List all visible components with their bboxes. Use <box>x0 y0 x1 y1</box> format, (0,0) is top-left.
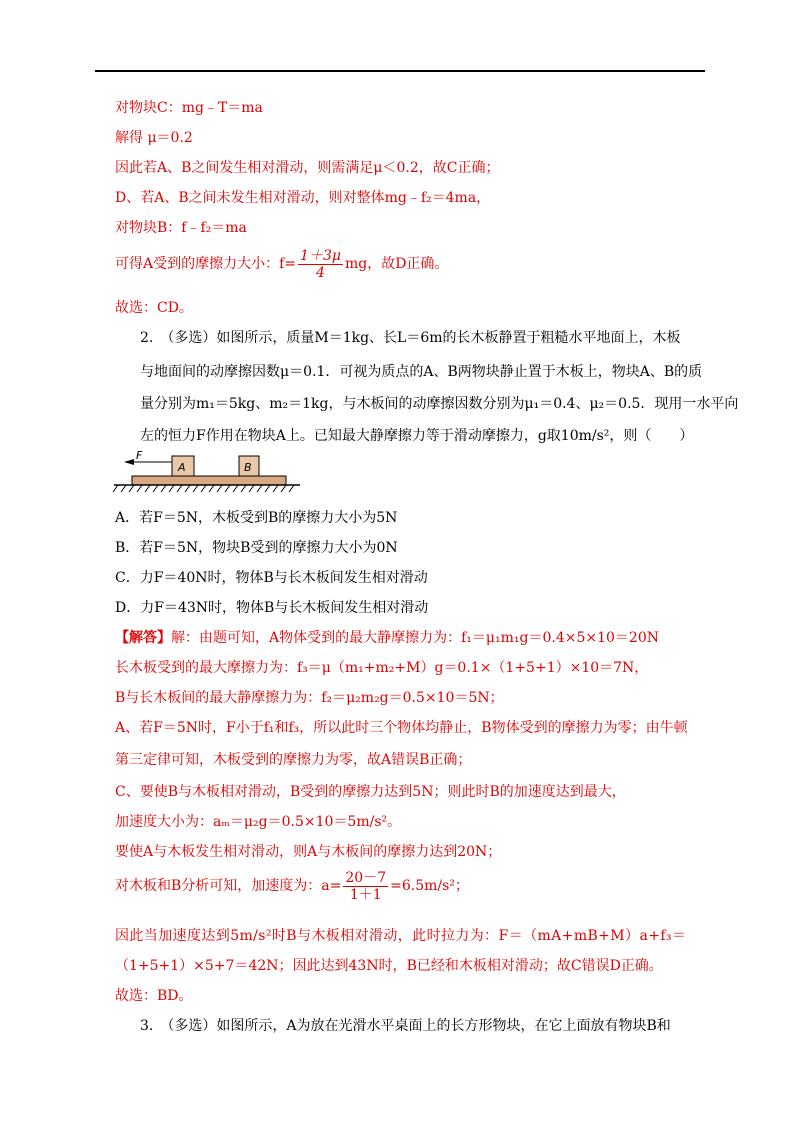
q2-line-1: 2. （多选）如图所示，质量M＝1kg、长L＝6m的长木板静置于粗糙水平地面上，木板 <box>140 330 681 346</box>
prev-line-1: 对物块C：mg﹣T＝ma <box>115 100 263 116</box>
ground-hatch <box>113 485 294 492</box>
sol-line-6: C、要使B与木板相对滑动，B受到的摩擦力达到5N；则此时B的加速度达到最大， <box>115 784 626 800</box>
sol-line-9: 对木板和B分析可知，加速度为：a= $\frac{20-7}{1+1}$ =6.5m/s²； <box>115 869 469 903</box>
q2-figure <box>112 450 302 498</box>
sol-line-10: 因此当加速度达到5m/s²时B与木板相对滑动，此时拉力为：F＝（mA+mB+M）a+f₃＝ <box>115 928 687 944</box>
fraction-acceleration: $\frac{20-7}{1+1}$ <box>345 869 387 903</box>
sol-line-11: （1+5+1）×5+7＝42N；因此达到43N时，B已经和木板相对滑动；故C错误D正确。 <box>115 958 663 974</box>
prev-line-6: 可得A受到的摩擦力大小：f= $\frac{1+3\mu}{4}$ mg，故D正确。 <box>115 247 449 281</box>
prev-line-4: D、若A、B之间未发生相对滑动，则对整体mg﹣f₂＝4ma， <box>115 190 491 206</box>
block-b-label: B <box>244 461 252 474</box>
sol-line-4: A、若F＝5N时，F小于f₁和f₃，所以此时三个物体均静止，B物体受到的摩擦力为零；由牛顿 <box>115 720 688 736</box>
q3-line-1: 3. （多选）如图所示，A为放在光滑水平桌面上的长方形物块，在它上面放有物块B和 <box>140 1018 671 1034</box>
option-c: C．力F＝40N时，物体B与长木板间发生相对滑动 <box>115 570 428 586</box>
answer-tag: 【解答】 <box>115 630 171 646</box>
sol-line-2: 长木板受到的最大摩擦力为：f₃＝μ（m₁+m₂+M）g＝0.1×（1+5+1）×10＝7N， <box>115 660 649 676</box>
q2-line-3: 量分别为m₁＝5kg、m₂＝1kg，与木板间的动摩擦因数分别为μ₁＝0.4、μ₂＝0.5．现用一水平向 <box>140 396 739 412</box>
q2-line-4: 左的恒力F作用在物块A上。已知最大静摩擦力等于滑动摩擦力，g取10m/s²，则（ ） <box>140 428 694 444</box>
sol-line-7: 加速度大小为：aₘ＝μ₂g＝0.5×10＝5m/s²。 <box>115 814 402 830</box>
arrow-head-icon <box>124 459 134 465</box>
sol-line-8: 要使A与木板发生相对滑动，则A与木板间的摩擦力达到20N； <box>115 844 502 860</box>
sol-line-1: 【解答】解：由题可知，A物体受到的最大静摩擦力为：f₁＝μ₁m₁g＝0.4×5×10＝20N <box>115 630 659 646</box>
option-d: D．力F＝43N时，物体B与长木板间发生相对滑动 <box>115 600 429 616</box>
fraction-mu: $\frac{1+3\mu}{4}$ <box>300 247 341 281</box>
option-a: A．若F＝5N，木板受到B的摩擦力大小为5N <box>115 510 398 526</box>
sol-answer: 故选：BD。 <box>115 988 193 1004</box>
q2-line-2: 与地面间的动摩擦因数μ＝0.1．可视为质点的A、B两物块静止置于木板上，物块A、B的质 <box>140 364 703 380</box>
force-label: F <box>136 450 143 462</box>
block-a-label: A <box>178 461 186 474</box>
prev-line-2: 解得 μ＝0.2 <box>115 130 193 146</box>
sol-line-3: B与长木板间的最大静摩擦力为：f₂＝μ₂m₂g＝0.5×10＝5N； <box>115 690 504 706</box>
sol-line-5: 第三定律可知，木板受到的摩擦力为零，故A错误B正确； <box>115 752 472 768</box>
long-board <box>132 476 286 485</box>
prev-answer: 故选：CD。 <box>115 300 193 316</box>
prev-line-5: 对物块B：f﹣f₂＝ma <box>115 220 247 236</box>
prev-line-3: 因此若A、B之间发生相对滑动，则需满足μ＜0.2，故C正确； <box>115 160 500 176</box>
option-b: B．若F＝5N，物块B受到的摩擦力大小为0N <box>115 540 398 556</box>
header-rule <box>95 70 705 72</box>
